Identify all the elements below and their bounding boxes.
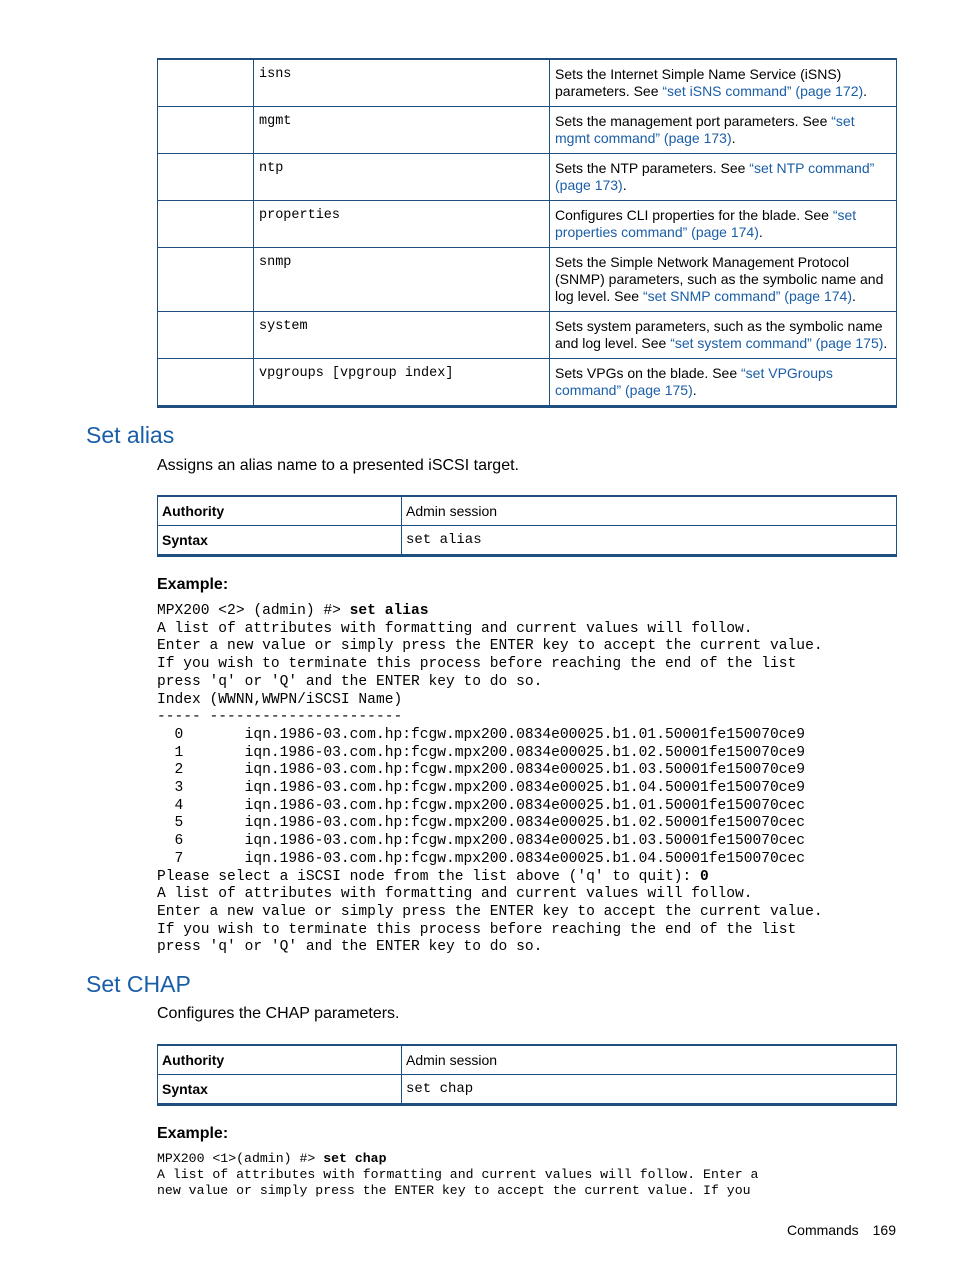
description-text: Sets the Simple Network Management Protocol (SNMP) parameters, such as the symbolic name and log level. See (555, 254, 884, 304)
parameter-name: system (254, 312, 550, 359)
description-text: Sets VPGs on the blade. See (555, 365, 742, 381)
cross-reference-link[interactable]: “set NTP command” (page 173) (555, 160, 875, 193)
parameter-description (550, 59, 897, 107)
parameter-name: properties (254, 201, 550, 248)
description-end: . (863, 83, 868, 99)
parameter-name: mgmt (254, 107, 550, 154)
command-output: A list of attributes with formatting and current values will follow. Enter a new value or simply press the ENTER key to accept the current value. If you wish to terminate this process before reaching the end of the list press 'q' or 'Q' and the ENTER key to do so. Index (WWNN,WWPN/iSCSI Name) ----- ---------------------- 0 iqn.1986-03.com.hp:fcgw.mpx200.0834e00025.b1.01.50001fe150070ce9 1 iqn.1986-03.com.hp:fcgw.mpx200.0834e00025.b1.02.50001fe150070ce9 2 iqn.1986-03.com.hp:fcgw.mpx200.0834e00025.b1.03.50001fe150070ce9 3 iqn.1986-03.com.hp:fcgw.mpx200.0834e00025.b1.04.50001fe150070ce9 4 iqn.1986-03.com.hp:fcgw.mpx200.0834e00025.b1.01.50001fe150070cec 5 iqn.1986-03.com.hp:fcgw.mpx200.0834e00025.b1.02.50001fe150070cec 6 iqn.1986-03.com.hp:fcgw.mpx200.0834e00025.b1.03.50001fe150070cec 7 iqn.1986-03.com.hp:fcgw.mpx200.0834e00025.b1.04.50001fe150070cec Please select a iSCSI node from the list above ('q' to quit): (157, 620, 823, 885)
set-chap-example-label: Example: (157, 1125, 229, 1142)
parameter-name: isns (254, 59, 550, 107)
empty-cell (158, 107, 254, 154)
parameter-name: vpgroups [vpgroup index] (254, 359, 550, 407)
table-row (158, 59, 897, 107)
syntax-value: set alias (402, 526, 897, 556)
table-row (158, 201, 897, 248)
description-end: . (852, 288, 856, 304)
authority-row (158, 1045, 897, 1075)
syntax-value: set chap (402, 1075, 897, 1105)
cross-reference-link[interactable]: “set VPGroups command” (page 175) (555, 365, 833, 398)
authority-value: Admin session (402, 1045, 897, 1075)
parameter-name: ntp (254, 154, 550, 201)
set-alias-example-code (157, 603, 823, 957)
table-row (158, 312, 897, 359)
parameter-name: snmp (254, 248, 550, 312)
parameter-description (550, 201, 897, 248)
syntax-label: Syntax (158, 1075, 402, 1105)
description-end: . (758, 224, 763, 240)
cross-reference-link[interactable]: “set iSNS command” (page 172) (662, 83, 864, 99)
command-output-continued: A list of attributes with formatting and current values will follow. Enter a new value or simply press the ENTER key to accept the current value. If you wish to terminate this process before reaching the end of the list press 'q' or 'Q' and the ENTER key to do so. (157, 886, 823, 956)
description-text: Sets the management port parameters. See (555, 113, 832, 129)
empty-cell (158, 312, 254, 359)
description-end: . (622, 177, 627, 193)
cross-reference-link[interactable]: “set system command” (page 175) (670, 335, 884, 351)
empty-cell (158, 359, 254, 407)
parameter-description (550, 312, 897, 359)
empty-cell (158, 248, 254, 312)
prompt: MPX200 <1>(admin) #> (157, 1151, 324, 1166)
description-end: . (883, 335, 888, 351)
page-footer (787, 1222, 896, 1238)
parameters-table (157, 58, 897, 408)
set-alias-intro: Assigns an alias name to a presented iSCSI target. (157, 457, 519, 474)
parameter-description (550, 154, 897, 201)
command: set alias (349, 603, 429, 619)
table-row (158, 107, 897, 154)
table-row (158, 359, 897, 407)
parameter-description (550, 359, 897, 407)
description-end: . (731, 130, 736, 146)
prompt: MPX200 <2> (admin) #> (157, 603, 350, 619)
cross-reference-link[interactable]: “set mgmt command” (page 173) (555, 113, 855, 146)
parameter-description (550, 107, 897, 154)
description-text: Configures CLI properties for the blade. See (555, 207, 833, 223)
set-chap-example-code (157, 1151, 758, 1199)
cross-reference-link[interactable]: “set SNMP command” (page 174) (642, 288, 853, 304)
command: set chap (323, 1151, 387, 1166)
empty-cell (158, 154, 254, 201)
set-alias-example-label: Example: (157, 576, 229, 593)
table-row (158, 248, 897, 312)
description-text: Sets the Internet Simple Name Service (iSNS) parameters. See (555, 66, 842, 99)
syntax-label: Syntax (158, 526, 402, 556)
user-answer: 0 (699, 868, 709, 885)
description-text: Sets the NTP parameters. See (555, 160, 750, 176)
syntax-row (158, 526, 897, 556)
command-output: A list of attributes with formatting and current values will follow. Enter a new value or simply press the ENTER key to accept the current value. If you (157, 1167, 759, 1198)
syntax-row (158, 1075, 897, 1105)
set-chap-heading: Set CHAP (86, 971, 191, 997)
authority-row (158, 496, 897, 526)
set-alias-heading: Set alias (86, 422, 175, 448)
footer-section: Commands (787, 1222, 859, 1238)
authority-label: Authority (158, 1045, 402, 1075)
description-end: . (692, 382, 697, 398)
description-text: Sets system parameters, such as the symbolic name and log level. See (555, 318, 883, 351)
page-number: 169 (872, 1222, 896, 1238)
set-chap-intro: Configures the CHAP parameters. (157, 1005, 400, 1022)
empty-cell (158, 59, 254, 107)
set-alias-info-table (157, 495, 897, 557)
empty-cell (158, 201, 254, 248)
authority-value: Admin session (402, 496, 897, 526)
table-row (158, 154, 897, 201)
set-chap-info-table (157, 1044, 897, 1106)
cross-reference-link[interactable]: “set properties command” (page 174) (555, 207, 857, 240)
authority-label: Authority (158, 496, 402, 526)
parameter-description (550, 248, 897, 312)
